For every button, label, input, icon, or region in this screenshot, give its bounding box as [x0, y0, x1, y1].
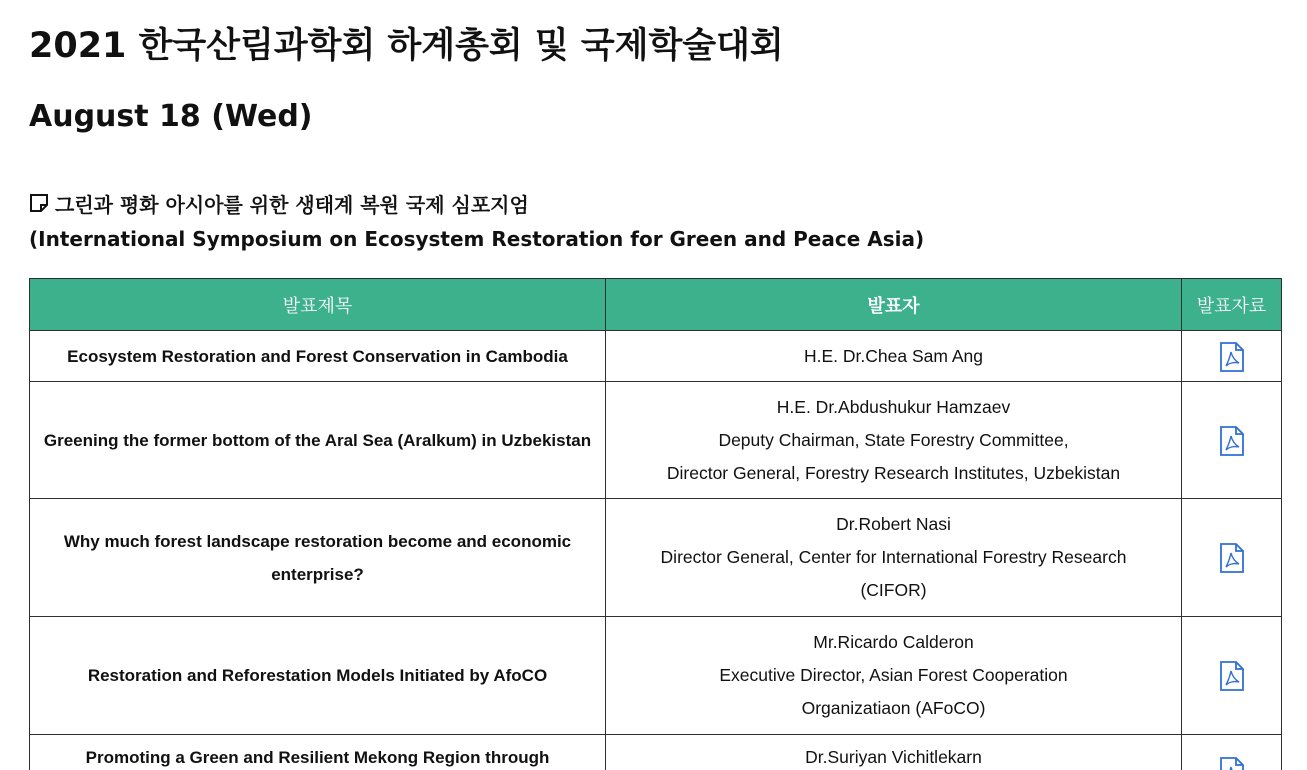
table-row [30, 382, 1282, 499]
presenter-line: Dr.Suriyan Vichitlekarn [805, 747, 982, 767]
date-heading: August 18 (Wed) [29, 99, 313, 134]
presenter-line: Director General, Center for International Forestry Research [660, 547, 1127, 567]
table-header-row [30, 279, 1282, 331]
table-row [30, 617, 1282, 735]
pdf-icon[interactable] [1219, 757, 1245, 770]
presenter-line: Director General, Forestry Research Institutes, Uzbekistan [666, 462, 1121, 483]
pdf-icon[interactable] [1219, 661, 1245, 691]
presentation-table [29, 278, 1282, 770]
presentation-title: Promoting a Green and Resilient Mekong Region through [30, 735, 606, 770]
header-material: 발표자료 [1182, 279, 1282, 331]
presentation-title: Why much forest landscape restoration become and economic enterprise? [30, 499, 606, 617]
section-title-english: (International Symposium on Ecosystem Restoration for Green and Peace Asia) [29, 227, 925, 251]
presenter-cell [606, 735, 1182, 770]
presentation-title: Greening the former bottom of the Aral Sea (Aralkum) in Uzbekistan [30, 382, 606, 499]
section-heading [29, 187, 924, 251]
page-title: 2021 한국산림과학회 하계총회 및 국제학술대회 [29, 26, 784, 66]
presenter-line: Deputy Chairman, State Forestry Committee, [718, 429, 1069, 450]
presentation-title: Ecosystem Restoration and Forest Conservation in Cambodia [30, 331, 606, 382]
presentation-title: Restoration and Reforestation Models Initiated by AfoCO [30, 617, 606, 735]
material-cell [1182, 735, 1282, 770]
material-cell [1182, 617, 1282, 735]
header-presenter: 발표자 [606, 279, 1182, 331]
presenter-cell [606, 331, 1182, 382]
table-row [30, 499, 1282, 617]
material-cell [1182, 499, 1282, 617]
material-cell [1182, 331, 1282, 382]
pdf-icon[interactable] [1219, 342, 1245, 372]
presenter-line: H.E. Dr.Abdushukur Hamzaev [776, 396, 1011, 417]
presenter-line: Executive Director, Asian Forest Cooperation [719, 665, 1068, 685]
table-row [30, 331, 1282, 382]
pdf-icon[interactable] [1219, 426, 1245, 456]
material-cell [1182, 382, 1282, 499]
presenter-line: Mr.Ricardo Calderon [813, 632, 974, 652]
presenter-line: Dr.Robert Nasi [836, 514, 951, 534]
memo-icon [29, 193, 49, 213]
presenter-line: H.E. Dr.Chea Sam Ang [804, 345, 983, 366]
presenter-line: Organizatiaon (AFoCO) [801, 698, 986, 718]
section-title-korean: 그린과 평화 아시아를 위한 생태계 복원 국제 심포지엄 [55, 192, 529, 217]
table-row [30, 735, 1282, 770]
presenter-cell [606, 382, 1182, 499]
presenter-cell [606, 499, 1182, 617]
presenter-cell [606, 617, 1182, 735]
presenter-line: (CIFOR) [860, 580, 927, 600]
header-title: 발표제목 [30, 279, 606, 331]
presentation-table-wrapper [29, 278, 1282, 770]
pdf-icon[interactable] [1219, 543, 1245, 573]
